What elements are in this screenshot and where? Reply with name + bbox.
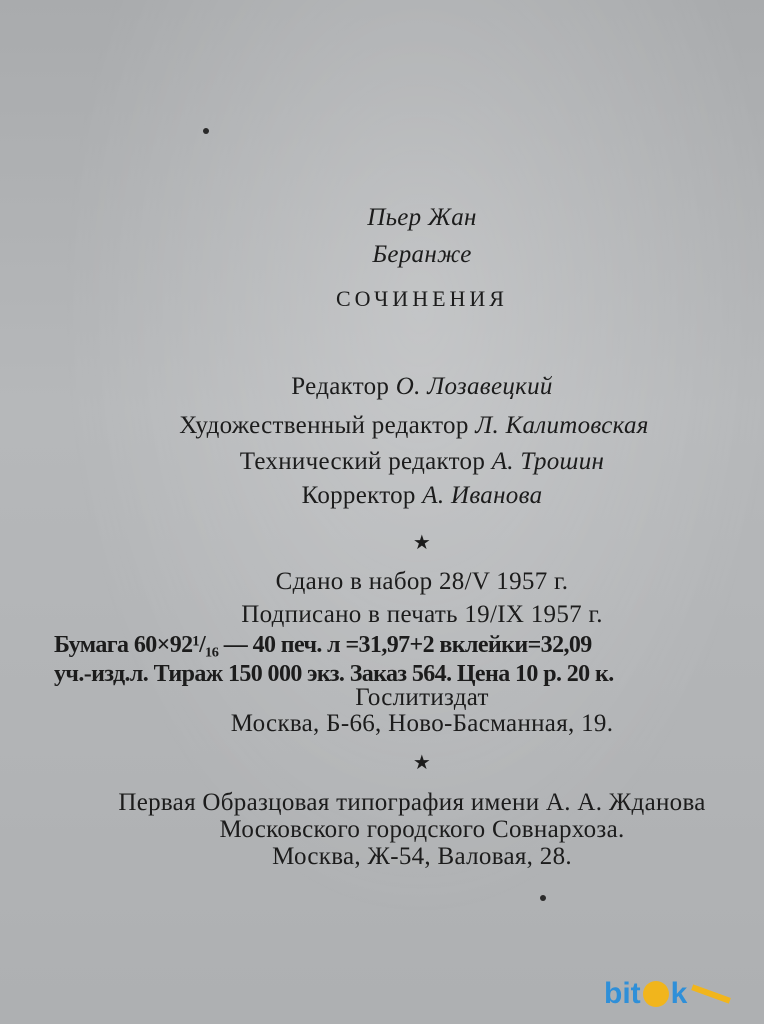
print-speck	[203, 128, 209, 134]
separator-star: ★	[412, 532, 432, 554]
watermark-prefix: bit	[604, 977, 641, 1010]
printer-name: Первая Образцовая типография имени А. А. Жданова	[118, 789, 706, 816]
hammer-icon	[692, 984, 732, 1003]
watermark-logo	[604, 974, 754, 1014]
imprint-signed: Подписано в печать 19/IX 1957 г.	[241, 601, 603, 628]
watermark-suffix: k	[670, 977, 688, 1010]
credit-name: А. Иванова	[422, 482, 543, 509]
printer-address: Москва, Ж-54, Валовая, 28.	[272, 843, 572, 870]
imprint-paper: Бумага 60×92¹/₁₆ — 40 печ. л =31,97+2 вклейки=32,09	[54, 632, 592, 658]
imprint-run: уч.-изд.л. Тираж 150 000 экз. Заказ 564. Цена 10 р. 20 к.	[54, 661, 614, 687]
credit-role: Корректор	[301, 482, 416, 509]
credit-role: Технический редактор	[239, 448, 486, 475]
credit-role: Художественный редактор	[179, 412, 469, 439]
imprint-publisher: Гослитиздат	[355, 684, 489, 711]
imprint-publisher-address: Москва, Б-66, Ново-Басманная, 19.	[230, 710, 614, 737]
book-title: СОЧИНЕНИЯ	[336, 286, 508, 311]
credit-name: А. Трошин	[491, 448, 605, 475]
credit-name: Л. Калитовская	[475, 412, 649, 439]
printer-org: Московского городского Совнархоза.	[219, 816, 625, 843]
credit-art-editor	[32, 411, 764, 441]
imprint-typeset: Сдано в набор 28/V 1957 г.	[275, 568, 569, 595]
separator-star: ★	[412, 752, 432, 774]
credit-tech-editor	[40, 447, 764, 477]
credit-editor	[40, 372, 764, 402]
author-first-name: Пьер Жан	[367, 204, 477, 231]
print-speck	[540, 895, 546, 901]
watermark-circle-icon	[643, 981, 669, 1007]
credit-name: О. Лозавецкий	[395, 373, 553, 400]
author-last-name: Беранже	[372, 241, 472, 268]
credit-proofreader	[40, 481, 764, 511]
credit-role: Редактор	[291, 373, 390, 400]
